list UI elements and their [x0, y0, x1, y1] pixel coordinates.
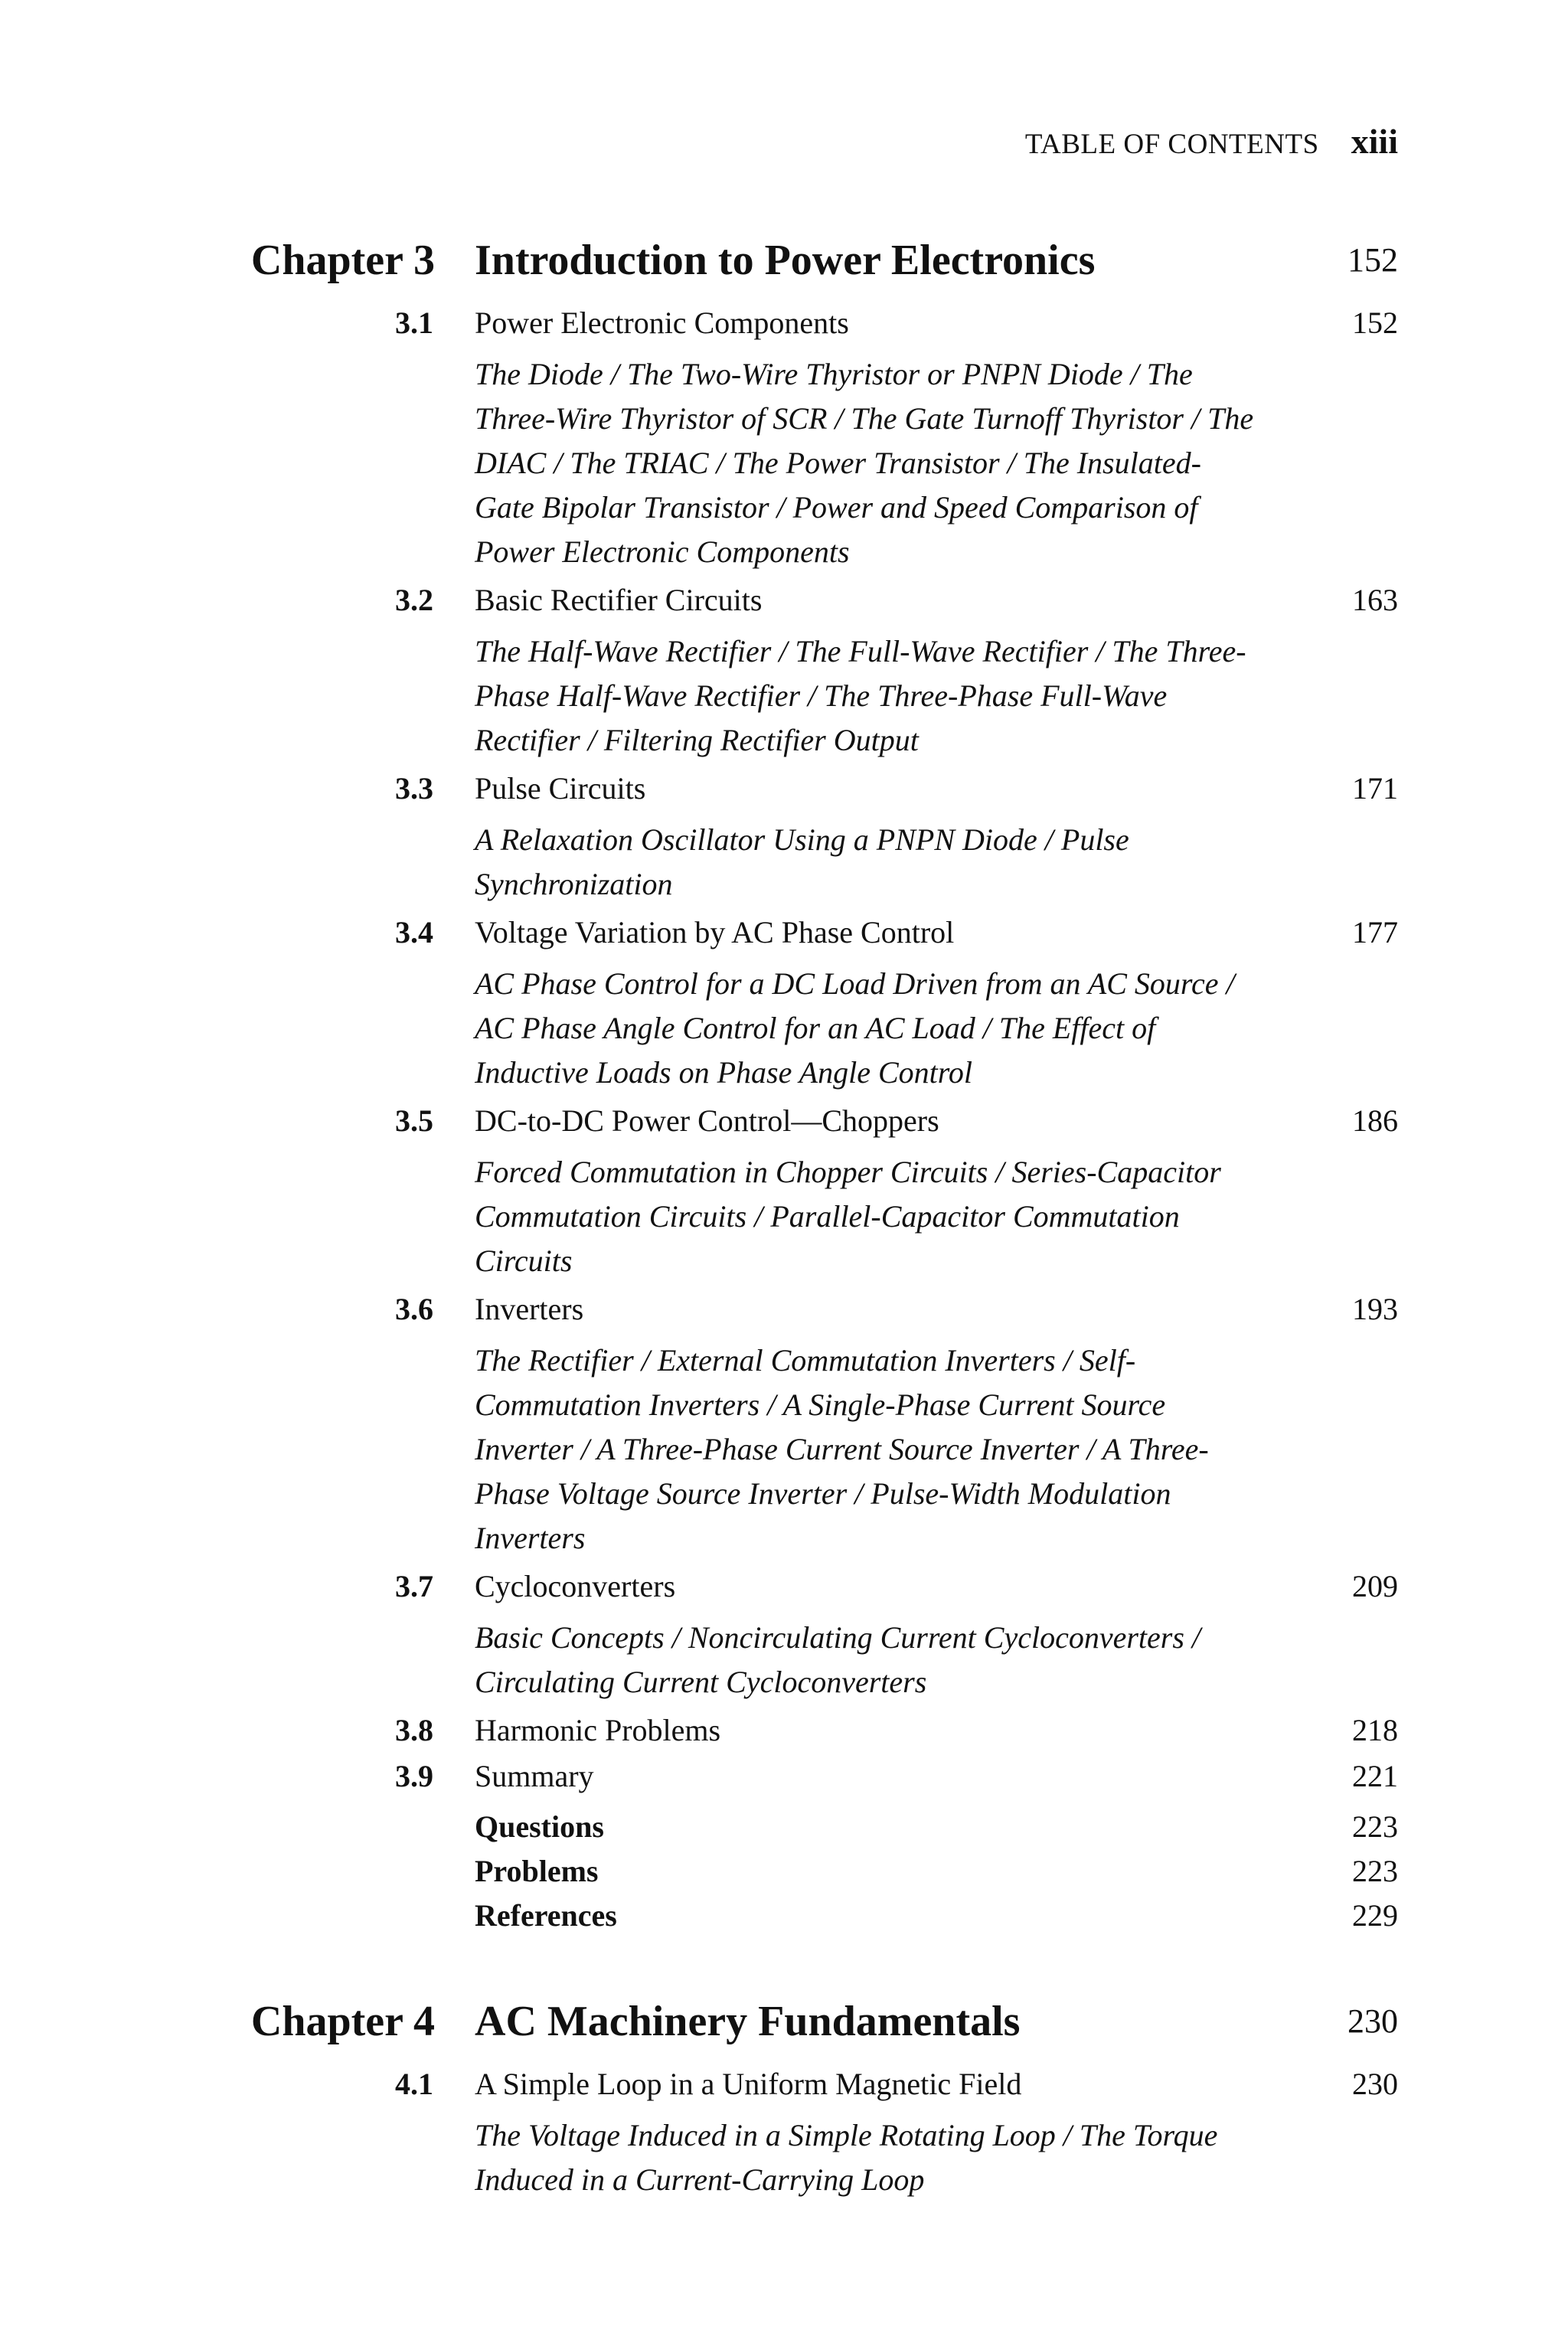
section-3-1 [0, 305, 1568, 574]
section-3-7 [0, 1568, 1568, 1704]
chapter-heading [0, 1997, 1568, 2058]
section-page: 218 [1352, 1713, 1398, 1747]
section-number: 3.5 [395, 1103, 433, 1138]
section-page: 221 [1352, 1759, 1398, 1793]
section-number: 3.4 [395, 915, 433, 949]
end-matter [0, 1809, 1568, 1942]
section-number: 3.9 [395, 1759, 433, 1793]
section-topics: The Voltage Induced in a Simple Rotating Loop / The Torque Induced in a Current-Carrying Loop [475, 2118, 1218, 2197]
section-topics: AC Phase Control for a DC Load Driven from an AC Source / AC Phase Angle Control for an AC Load / The Effect of Inductive Loads on Phase Angle Control [475, 966, 1235, 1090]
section-title: Power Electronic Components [475, 306, 849, 340]
running-head [1025, 121, 1398, 162]
section-page: 171 [1352, 771, 1398, 806]
section-topics: The Rectifier / External Commutation Inverters / Self-Commutation Inverters / A Single-Phase Current Source Inverter / A Three-Phase Current Source Inverter / A Three-Phase Voltage Source Inverter / Pulse-Width Modulation Inverters [475, 1343, 1209, 1555]
end-matter-page: 229 [1352, 1898, 1398, 1933]
chapter-title: AC Machinery Fundamentals [475, 1998, 1021, 2045]
section-number: 3.8 [395, 1713, 433, 1747]
chapter-label: Chapter 3 [250, 237, 435, 284]
section-title: Basic Rectifier Circuits [475, 583, 763, 617]
end-matter-item [0, 1853, 1568, 1897]
end-matter-item [0, 1897, 1568, 1942]
section-3-6 [0, 1291, 1568, 1561]
end-matter-page: 223 [1352, 1809, 1398, 1844]
section-number: 3.7 [395, 1569, 433, 1603]
chapter-label: Chapter 4 [250, 1998, 435, 2045]
section-number: 4.1 [395, 2067, 433, 2101]
section-3-4 [0, 914, 1568, 1095]
end-matter-title: Problems [475, 1854, 599, 1888]
section-topics: A Relaxation Oscillator Using a PNPN Diode / Pulse Synchronization [475, 822, 1129, 901]
section-title: DC-to-DC Power Control—Choppers [475, 1103, 939, 1138]
section-number: 3.6 [395, 1292, 433, 1326]
chapter-title: Introduction to Power Electronics [475, 237, 1096, 284]
section-number: 3.3 [395, 771, 433, 806]
section-title: Harmonic Problems [475, 1713, 721, 1747]
section-page: 163 [1352, 583, 1398, 617]
section-page: 186 [1352, 1103, 1398, 1138]
section-title: Cycloconverters [475, 1569, 676, 1603]
section-page: 209 [1352, 1569, 1398, 1603]
section-page: 152 [1352, 306, 1398, 340]
section-page: 230 [1352, 2067, 1398, 2101]
chapter-4 [0, 1997, 1568, 2202]
section-topics: The Half-Wave Rectifier / The Full-Wave Rectifier / The Three-Phase Half-Wave Rectifier / The Three-Phase Full-Wave Rectifier / Filtering Rectifier Output [475, 634, 1246, 757]
chapter-3 [0, 236, 1568, 1942]
end-matter-title: References [475, 1898, 617, 1933]
chapter-heading [0, 236, 1568, 297]
section-4-1 [0, 2066, 1568, 2202]
section-title: Summary [475, 1759, 594, 1793]
section-3-5 [0, 1103, 1568, 1283]
section-number: 3.2 [395, 583, 433, 617]
section-topics: The Diode / The Two-Wire Thyristor or PNPN Diode / The Three-Wire Thyristor of SCR / The Gate Turnoff Thyristor / The DIAC / The TRIAC / The Power Transistor / The Insulated-Gate Bipolar Transistor / Power and Speed Comparison of Power Electronic Components [475, 357, 1254, 569]
section-page: 177 [1352, 915, 1398, 949]
end-matter-title: Questions [475, 1809, 604, 1844]
section-topics: Basic Concepts / Noncirculating Current Cycloconverters / Circulating Current Cycloconverters [475, 1620, 1201, 1699]
section-3-2 [0, 582, 1568, 763]
section-topics: Forced Commutation in Chopper Circuits / Series-Capacitor Commutation Circuits / Parallel-Capacitor Commutation Circuits [475, 1155, 1221, 1278]
section-title: Pulse Circuits [475, 771, 646, 806]
section-page: 193 [1352, 1292, 1398, 1326]
end-matter-item [0, 1809, 1568, 1853]
page-number: xiii [1351, 122, 1398, 161]
running-head-title: TABLE OF CONTENTS [1024, 129, 1319, 160]
section-title: Voltage Variation by AC Phase Control [475, 915, 955, 949]
section-3-3 [0, 770, 1568, 907]
section-number: 3.1 [395, 306, 433, 340]
section-3-8 [0, 1712, 1568, 1758]
chapter-page: 152 [1348, 241, 1398, 279]
end-matter-page: 223 [1352, 1854, 1398, 1888]
section-title: Inverters [475, 1292, 584, 1326]
chapter-page: 230 [1348, 2002, 1398, 2040]
section-title: A Simple Loop in a Uniform Magnetic Field [475, 2067, 1022, 2101]
section-3-9 [0, 1758, 1568, 1804]
